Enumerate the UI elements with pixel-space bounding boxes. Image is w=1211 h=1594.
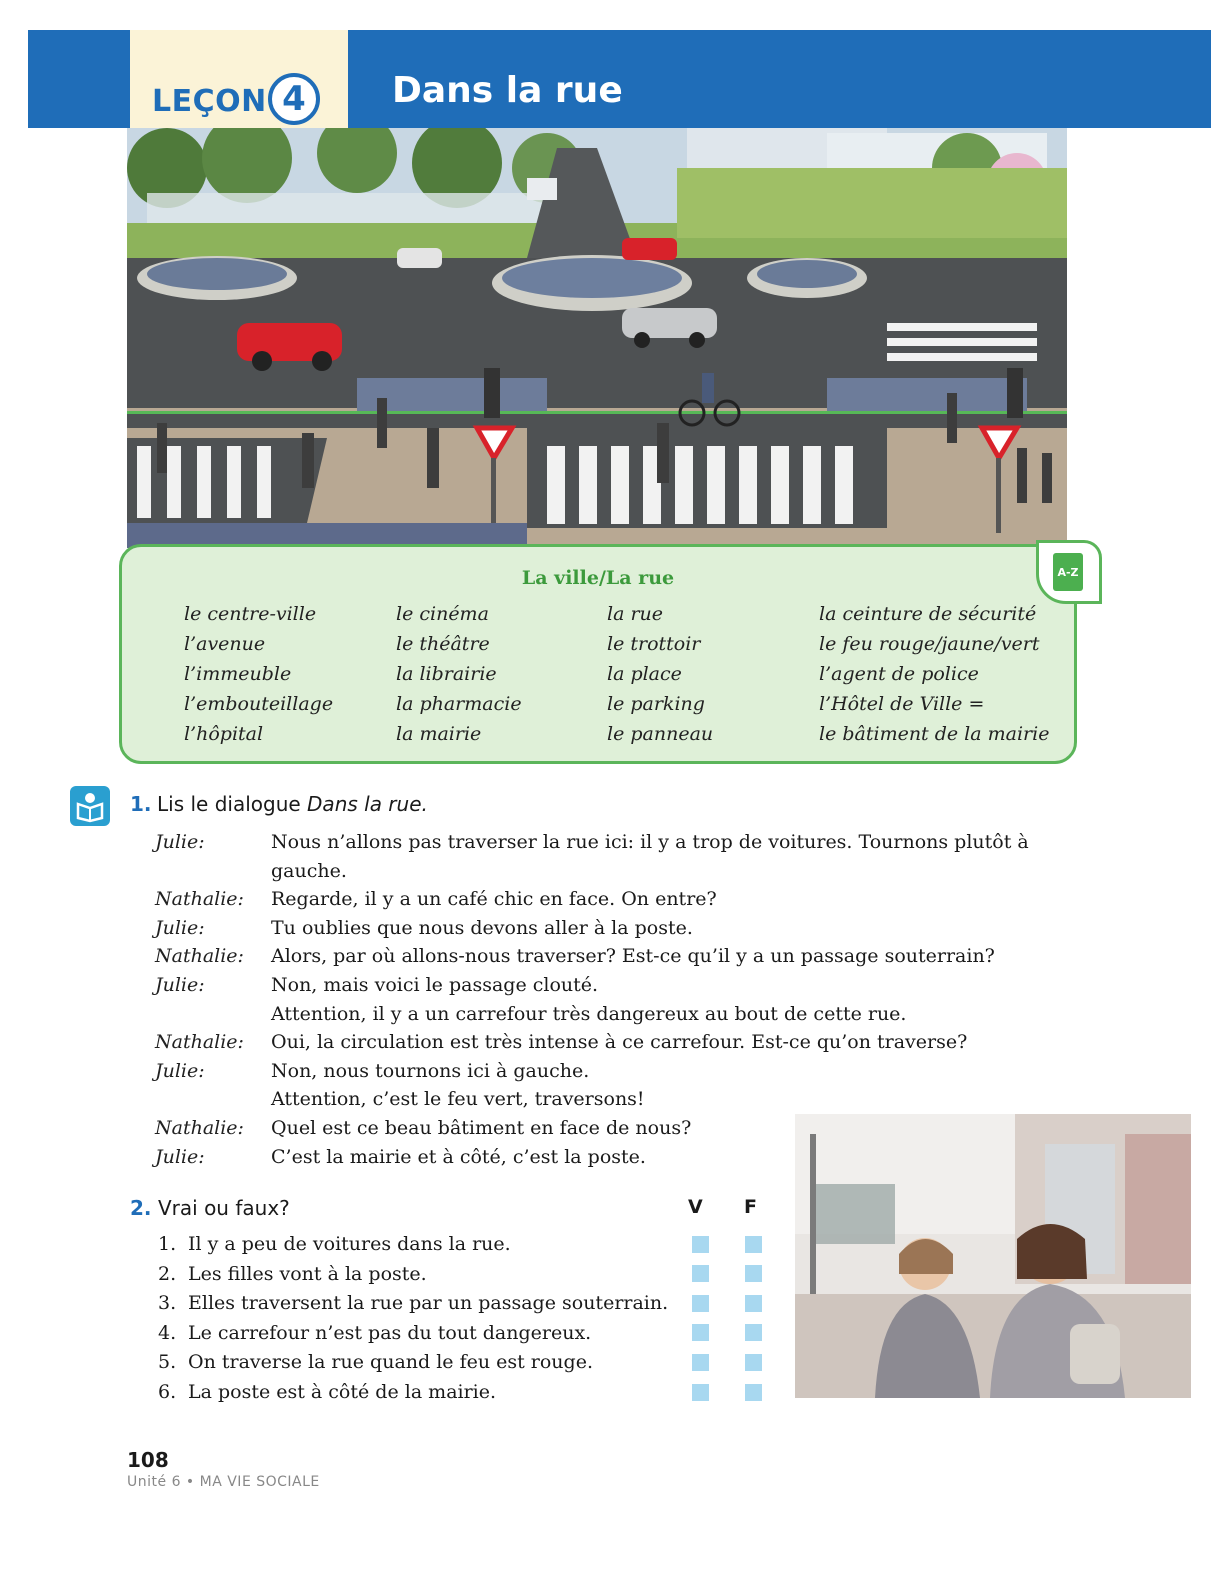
statement-row (158, 1260, 668, 1290)
dialogue-line (155, 828, 1065, 885)
lesson-label: LEÇON (152, 84, 267, 119)
statement-text: Elles traversent la rue par un passage souterrain. (188, 1292, 669, 1315)
vocab-column-2 (396, 599, 522, 749)
column-false-label: F (744, 1196, 757, 1218)
vocab-item: la mairie (396, 723, 482, 745)
speech: Tu oublies que nous devons aller à la poste. (271, 916, 693, 939)
statement-row (158, 1378, 668, 1408)
vocab-item: la place (607, 663, 682, 685)
vocab-item: l’agent de police (819, 663, 979, 685)
checkbox-false-3[interactable] (745, 1295, 762, 1312)
vocab-item: le parking (607, 693, 705, 715)
checkbox-false-6[interactable] (745, 1384, 762, 1401)
dialogue-line (155, 1057, 1065, 1086)
lesson-number: 4 (268, 73, 320, 125)
checkbox-false-2[interactable] (745, 1265, 762, 1282)
vocab-item: la ceinture de sécurité (819, 603, 1037, 625)
speaker: Julie: (155, 973, 205, 996)
checkbox-true-2[interactable] (692, 1265, 709, 1282)
vocab-item: l’immeuble (184, 663, 292, 685)
reading-icon (70, 786, 110, 826)
statement-number: 4. (158, 1321, 177, 1344)
speaker: Nathalie: (155, 1031, 244, 1054)
dictionary-icon: A-Z (1053, 553, 1083, 591)
statement-number: 2. (158, 1262, 177, 1285)
vocab-item: la pharmacie (396, 693, 522, 715)
statement-number: 1. (158, 1233, 177, 1255)
unit-label: Unité 6 • MA VIE SOCIALE (127, 1474, 320, 1490)
exercise-2-number: 2. (130, 1196, 152, 1220)
vocab-box (119, 544, 1077, 764)
speaker: Julie: (155, 1145, 205, 1168)
vocab-item: la rue (607, 603, 664, 625)
checkbox-true-5[interactable] (692, 1354, 709, 1371)
speaker: Julie: (155, 831, 205, 853)
dialogue-line (155, 971, 1065, 1000)
checkbox-false-5[interactable] (745, 1354, 762, 1371)
exercise-1-number: 1. (130, 792, 152, 816)
dialogue-line (155, 1028, 1065, 1057)
dialogue-line (155, 942, 1065, 971)
checkbox-false-1[interactable] (745, 1236, 762, 1253)
speaker: Nathalie: (155, 1116, 244, 1139)
speech: Attention, il y a un carrefour très dangereux au bout de cette rue. (271, 1002, 907, 1025)
statement-text: Il y a peu de voitures dans la rue. (188, 1233, 511, 1255)
statement-row (158, 1230, 668, 1260)
speech: Nous n’allons pas traverser la rue ici: il y a trop de voitures. Tournons plutôt à gauche. (271, 831, 1029, 882)
dialogue-line (155, 1085, 1065, 1114)
statement-text: Les filles vont à la poste. (188, 1262, 427, 1285)
statement-row (158, 1348, 668, 1378)
vocab-item: le centre-ville (184, 603, 317, 625)
vocab-item: l’avenue (184, 633, 266, 655)
girls-photo (795, 1114, 1191, 1398)
statement-text: On traverse la rue quand le feu est rouge. (188, 1351, 593, 1374)
statement-text: Le carrefour n’est pas du tout dangereux. (188, 1321, 592, 1344)
vocab-item: le feu rouge/jaune/vert (819, 633, 1040, 655)
vocab-item: la librairie (396, 663, 497, 685)
vocab-column-1 (184, 599, 333, 749)
vocab-item: le bâtiment de la mairie (819, 723, 1050, 745)
speech: C’est la mairie et à côté, c’est la poste. (271, 1145, 646, 1168)
vocab-column-3 (607, 599, 713, 749)
dialogue-line (155, 914, 1065, 943)
speech: Quel est ce beau bâtiment en face de nous? (271, 1116, 692, 1139)
true-false-list (158, 1230, 668, 1408)
statement-row (158, 1319, 668, 1349)
checkbox-true-6[interactable] (692, 1384, 709, 1401)
vocab-item: le panneau (607, 723, 714, 745)
speaker: Julie: (155, 1059, 205, 1082)
checkbox-false-4[interactable] (745, 1324, 762, 1341)
vocab-item: l’embouteillage (184, 693, 334, 715)
statement-number: 6. (158, 1380, 177, 1403)
vocab-item: l’hôpital (184, 723, 264, 745)
page-number: 108 (127, 1448, 169, 1472)
speaker: Nathalie: (155, 945, 244, 968)
speech: Oui, la circulation est très intense à ce carrefour. Est-ce qu’on traverse? (271, 1031, 968, 1054)
speaker: Julie: (155, 916, 205, 939)
statement-number: 3. (158, 1292, 177, 1315)
speech: Attention, c’est le feu vert, traversons! (271, 1088, 645, 1111)
speech: Alors, par où allons-nous traverser? Est-ce qu’il y a un passage souterrain? (271, 945, 995, 968)
vocab-item: l’Hôtel de Ville = (819, 693, 985, 715)
statement-row (158, 1289, 668, 1319)
speech: Non, nous tournons ici à gauche. (271, 1059, 590, 1082)
speaker (155, 1000, 271, 1029)
vocab-item: le théâtre (396, 633, 490, 655)
page-title: Dans la rue (392, 70, 623, 111)
vocab-item: le trottoir (607, 633, 701, 655)
checkbox-true-3[interactable] (692, 1295, 709, 1312)
vocab-column-4 (819, 599, 1049, 749)
speech: Regarde, il y a un café chic en face. On entre? (271, 888, 717, 911)
dialogue-line (155, 1000, 1065, 1029)
speaker (155, 1085, 271, 1114)
street-illustration (127, 128, 1067, 548)
speaker: Nathalie: (155, 888, 244, 911)
checkbox-true-1[interactable] (692, 1236, 709, 1253)
dialogue-line (155, 885, 1065, 914)
vocab-item: le cinéma (396, 603, 489, 625)
exercise-1-instruction: Lis le dialogue Dans la rue. (157, 792, 428, 816)
checkbox-true-4[interactable] (692, 1324, 709, 1341)
exercise-2-instruction: Vrai ou faux? (158, 1196, 290, 1220)
speech: Non, mais voici le passage clouté. (271, 973, 599, 996)
statement-number: 5. (158, 1351, 177, 1374)
dialogue-title: Dans la rue. (307, 792, 428, 816)
column-true-label: V (688, 1196, 703, 1218)
vocab-title: La ville/La rue (521, 567, 675, 589)
statement-text: La poste est à côté de la mairie. (188, 1380, 497, 1403)
